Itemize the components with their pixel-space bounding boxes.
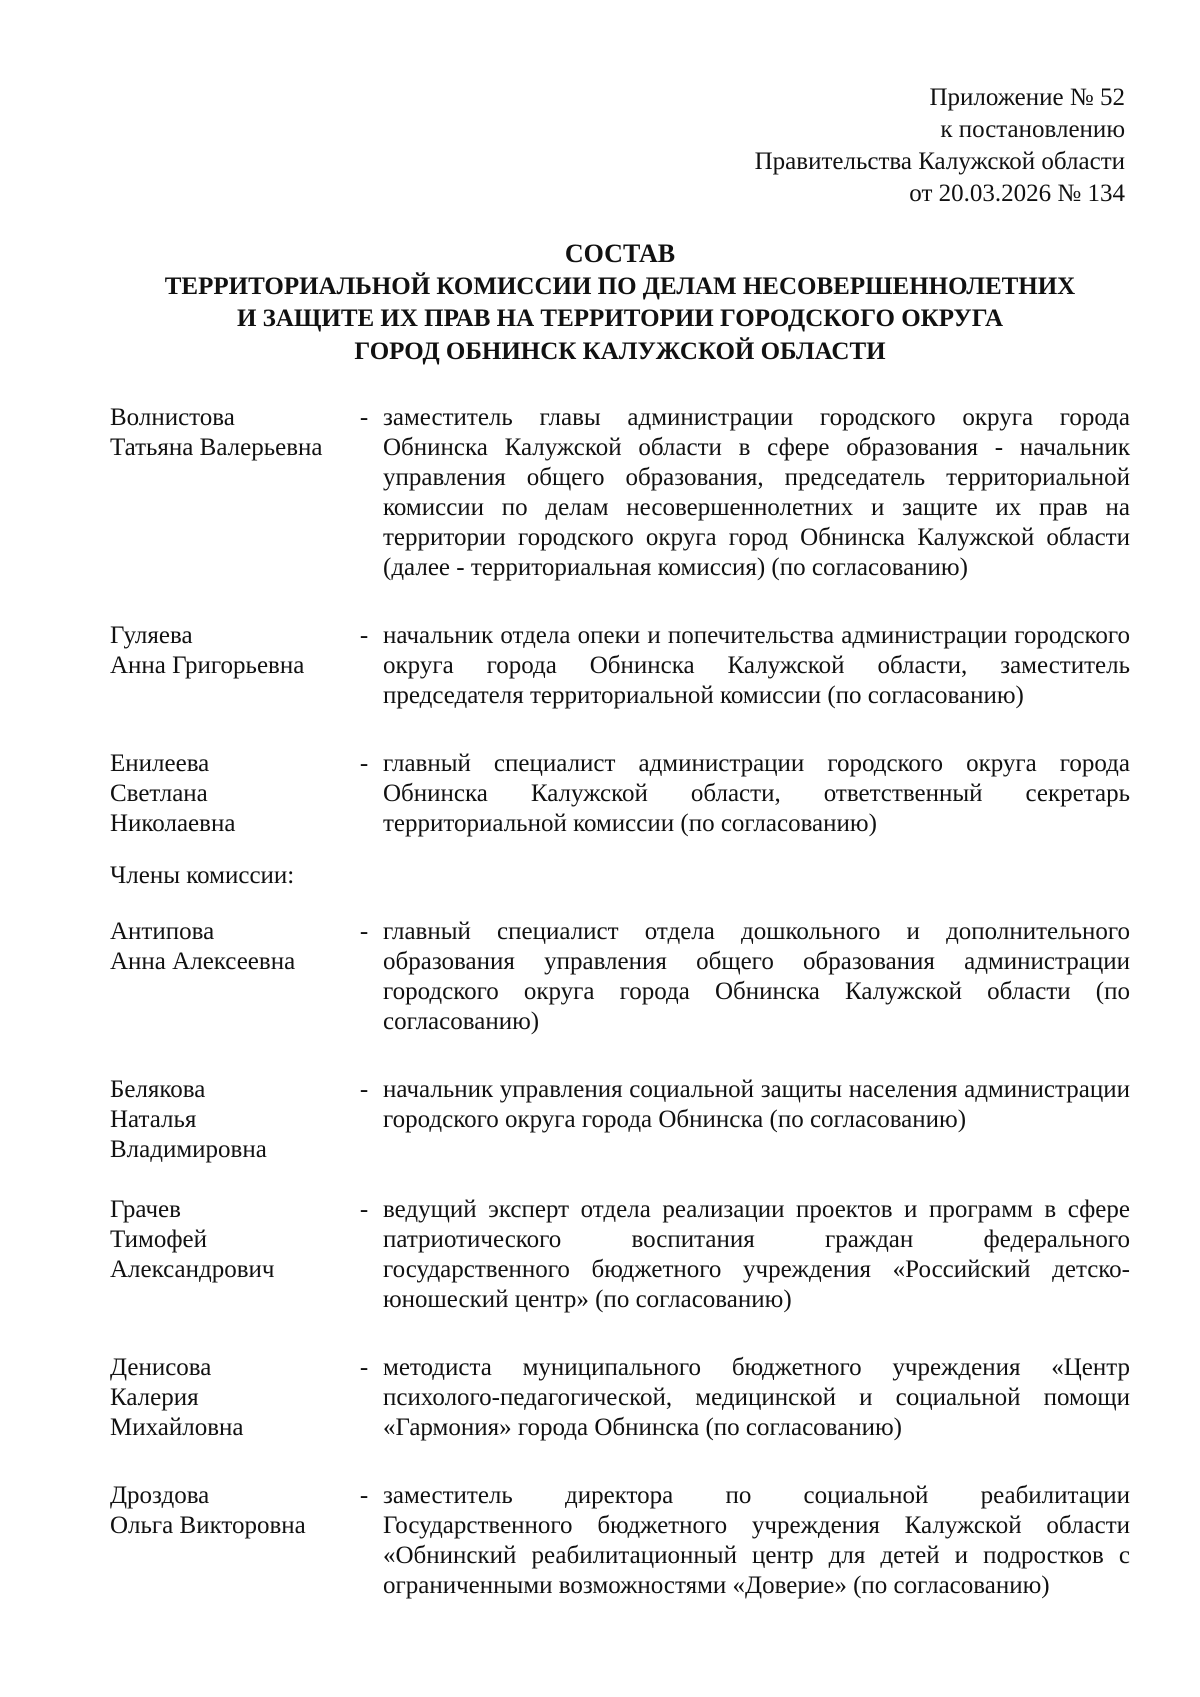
title-line-3: И ЗАЩИТЕ ИХ ПРАВ НА ТЕРРИТОРИИ ГОРОДСКОГО ОКРУГА bbox=[236, 305, 1004, 332]
member-role: ведущий эксперт отдела реализации проектов и программ в сфере патриотического воспитания граждан федерального государственного бюджетного учреждения «Российский детско-юношеский центр» (по согласованию) bbox=[383, 1196, 1130, 1313]
member-entry bbox=[110, 749, 1130, 839]
member-entry bbox=[110, 1353, 1130, 1443]
member-entry bbox=[110, 1195, 1130, 1315]
title-line-4: ГОРОД ОБНИНСК КАЛУЖСКОЙ ОБЛАСТИ bbox=[354, 337, 886, 365]
dash: - bbox=[359, 1482, 369, 1509]
member-name: Дроздова Ольга Викторовна bbox=[110, 1482, 306, 1539]
appendix-number: Приложение № 52 bbox=[929, 84, 1125, 111]
member-role: заместитель директора по социальной реабилитации Государственного бюджетного учреждения Калужской области «Обнинский реабилитационный центр для детей и подростков с ограниченными возможностями «Доверие» (по согласованию) bbox=[383, 1482, 1130, 1599]
document-title bbox=[100, 238, 1140, 368]
member-role: начальник управления социальной защиты населения администрации городского округа города Обнинска (по согласованию) bbox=[383, 1076, 1130, 1133]
appendix-date: от 20.03.2026 № 134 bbox=[909, 180, 1125, 207]
member-entry bbox=[110, 403, 1130, 583]
member-role: главный специалист отдела дошкольного и дополнительного образования управления общего образования администрации городского округа города Обнинска Калужской области (по согласованию) bbox=[383, 918, 1130, 1035]
appendix-note bbox=[755, 82, 1125, 210]
member-entry bbox=[110, 1075, 1130, 1165]
member-role: методиста муниципального бюджетного учреждения «Центр психолого-педагогической, медицинской и социальной помощи «Гармония» города Обнинска (по согласованию) bbox=[383, 1354, 1130, 1441]
dash: - bbox=[359, 1196, 369, 1223]
member-entry bbox=[110, 1481, 1130, 1601]
member-role: заместитель главы администрации городского округа города Обнинска Калужской области в сфере образования - начальник управления общего образования, председатель территориальной комиссии по делам несовершеннолетних и защите их прав на территории городского округа город Обнинска Калужской области (далее - территориальная комиссия) (по согласованию) bbox=[383, 404, 1130, 581]
title-line-1: СОСТАВ bbox=[564, 239, 676, 268]
members-heading: Члены комиссии: bbox=[110, 862, 295, 889]
dash: - bbox=[359, 1076, 369, 1103]
member-name: Грачев Тимофей Александрович bbox=[110, 1196, 275, 1283]
dash: - bbox=[359, 404, 369, 431]
member-name: Антипова Анна Алексеевна bbox=[110, 918, 296, 975]
title-line-2: ТЕРРИТОРИАЛЬНОЙ КОМИССИИ ПО ДЕЛАМ НЕСОВЕРШЕННОЛЕТНИХ bbox=[164, 272, 1076, 300]
member-entry bbox=[110, 621, 1130, 711]
dash: - bbox=[359, 918, 369, 945]
member-name: Денисова Калерия Михайловна bbox=[110, 1354, 244, 1441]
dash: - bbox=[359, 622, 369, 649]
dash: - bbox=[359, 1354, 369, 1381]
member-entry bbox=[110, 917, 1130, 1037]
commission-list bbox=[110, 403, 1130, 1601]
member-name: Белякова Наталья Владимировна bbox=[110, 1076, 267, 1163]
member-name: Гуляева Анна Григорьевна bbox=[110, 622, 305, 679]
member-role: главный специалист администрации городского округа города Обнинска Калужской области, ответственный секретарь территориальной комиссии (по согласованию) bbox=[383, 750, 1130, 837]
member-name: Волнистова Татьяна Валерьевна bbox=[110, 404, 323, 461]
dash: - bbox=[359, 750, 369, 777]
appendix-issuer: Правительства Калужской области bbox=[754, 148, 1125, 175]
member-name: Енилеева Светлана Николаевна bbox=[110, 750, 236, 837]
appendix-ref: к постановлению bbox=[940, 116, 1125, 143]
member-role: начальник отдела опеки и попечительства администрации городского округа города Обнинска Калужской области, заместитель председателя территориальной комиссии (по согласованию) bbox=[383, 622, 1130, 709]
